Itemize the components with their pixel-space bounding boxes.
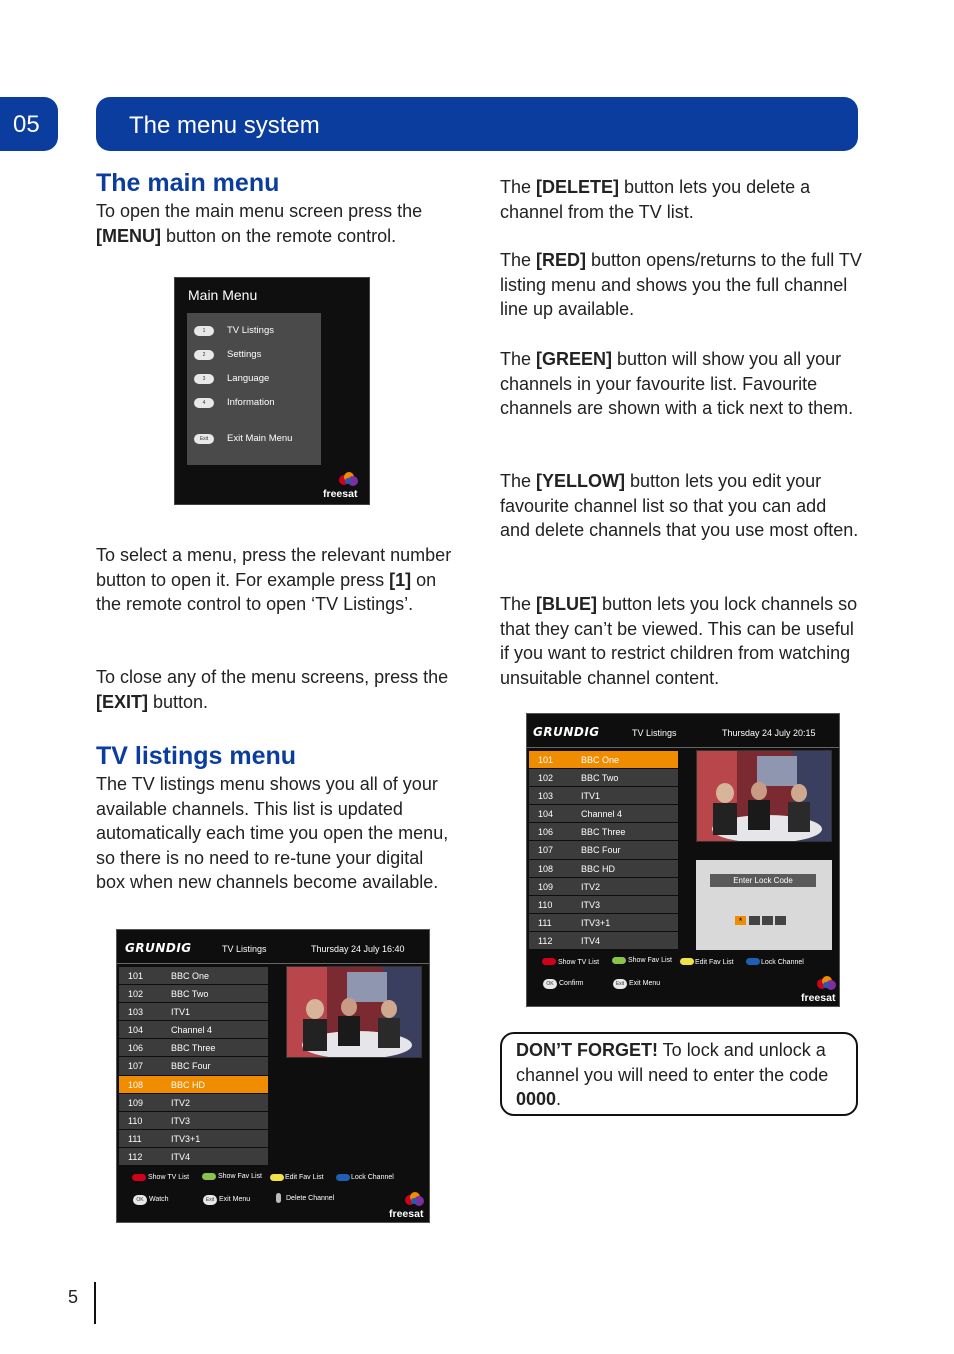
green-button-text: The [GREEN] button will show you all your channels in your favourite list. Favourite channels are shown with a tick next to them.	[500, 349, 854, 419]
exit-key-icon: Exit	[613, 979, 627, 989]
channel-name: ITV4	[171, 1151, 191, 1162]
channel-list	[119, 967, 268, 1166]
legend-red: Show TV List	[148, 1174, 190, 1181]
page-number: 5	[68, 1287, 79, 1307]
delete-key-icon	[276, 1193, 281, 1203]
channel-name: BBC Four	[581, 845, 621, 856]
red-button-icon	[542, 958, 556, 965]
legend-yellow: Edit Fav List	[285, 1174, 324, 1181]
tv-listings-screen-1	[116, 929, 430, 1223]
green-button-icon	[202, 1173, 216, 1180]
main-menu-panel	[187, 313, 321, 465]
yellow-button-text: The [YELLOW] button lets you edit your favourite channel list so that you can add and delete channels that you use most often.	[500, 471, 859, 541]
channel-row[interactable]	[529, 805, 678, 823]
tv-listings-screen-2	[526, 713, 840, 1007]
exit-key-icon: Exit	[203, 1195, 217, 1205]
blue-button-icon	[336, 1174, 350, 1181]
main-menu-screen	[174, 277, 370, 505]
channel-number: 101	[128, 971, 144, 981]
channel-name: ITV2	[171, 1097, 191, 1108]
channel-number: 106	[128, 1043, 144, 1054]
tv-screen-title: TV Listings	[222, 944, 267, 954]
menu-item-exit[interactable]: Exit Exit Main Menu	[187, 431, 321, 447]
blue-button-icon	[746, 958, 760, 965]
menu-item-tv-listings[interactable]: 1 TV Listings	[187, 323, 321, 339]
channel-list	[529, 751, 678, 950]
tv-listings-body: The TV listings menu shows you all of your available channels. This list is updated automatically each time you open the menu, so there is no need to re-tune your digital box when new channels become available.	[96, 774, 449, 893]
channel-row[interactable]	[119, 1148, 268, 1166]
menu-item-language[interactable]: 3 Language	[187, 371, 321, 387]
legend-ok: Watch	[149, 1196, 169, 1203]
video-preview	[286, 966, 422, 1058]
channel-number: 112	[128, 1151, 143, 1162]
channel-name: ITV4	[581, 935, 601, 946]
channel-row[interactable]	[529, 878, 678, 896]
channel-number: 108	[538, 863, 554, 874]
channel-row[interactable]	[119, 1039, 268, 1057]
channel-name: ITV3	[581, 899, 601, 910]
menu-item-settings[interactable]: 2 Settings	[187, 347, 321, 363]
chapter-tab	[0, 97, 58, 151]
channel-row[interactable]	[119, 1094, 268, 1112]
channel-number: 101	[538, 755, 554, 765]
channel-name: BBC HD	[581, 863, 616, 874]
yellow-button-icon	[680, 958, 694, 965]
delete-button-text: The [DELETE] button lets you delete a channel from the TV list.	[500, 177, 811, 222]
channel-number: 102	[538, 773, 554, 784]
legend-yellow: Edit Fav List	[695, 959, 734, 966]
channel-row[interactable]	[119, 985, 268, 1003]
channel-number: 111	[538, 917, 552, 928]
channel-number: 104	[538, 809, 554, 820]
legend-delete: Delete Channel	[286, 1195, 335, 1202]
freesat-logo: freesat	[389, 1192, 429, 1220]
channel-row[interactable]	[119, 1021, 268, 1039]
channel-row[interactable]	[119, 1076, 268, 1094]
tv-screen-datetime: Thursday 24 July 20:15	[722, 728, 816, 738]
channel-name: BBC Three	[171, 1043, 216, 1054]
video-preview	[696, 750, 832, 842]
close-instructions: To close any of the menu screens, press the [EXIT] button.	[96, 667, 449, 712]
lock-code-label: Enter Lock Code	[710, 874, 816, 887]
channel-row[interactable]	[529, 841, 678, 859]
channel-name: BBC Four	[171, 1061, 211, 1072]
legend-ok: Confirm	[559, 980, 584, 987]
tv-screen-header	[117, 930, 429, 964]
green-button-icon	[612, 957, 626, 964]
channel-number: 111	[128, 1133, 142, 1144]
ok-key-icon: OK	[133, 1195, 147, 1205]
lock-code-panel	[696, 860, 832, 950]
channel-name: BBC One	[581, 755, 620, 765]
channel-number: 108	[128, 1079, 144, 1090]
select-instructions: To select a menu, press the relevant number button to open it. For example press [1] on the remote control to open ‘TV Listings’.	[96, 545, 452, 615]
tv-screen-datetime: Thursday 24 July 16:40	[311, 944, 405, 954]
red-button-text: The [RED] button opens/returns to the full TV listing menu and shows you the full channel line up available.	[500, 250, 862, 320]
ok-key-icon: OK	[543, 979, 557, 989]
main-menu-screen-title: Main Menu	[188, 287, 258, 303]
dont-forget-callout	[500, 1032, 858, 1116]
tv-screen-header	[527, 714, 839, 748]
tv-screen-title: TV Listings	[632, 728, 677, 738]
channel-row[interactable]	[529, 823, 678, 841]
channel-name: BBC Three	[581, 827, 626, 838]
main-menu-heading: The main menu	[96, 169, 280, 197]
yellow-button-icon	[270, 1174, 284, 1181]
channel-name: ITV1	[171, 1007, 191, 1018]
channel-number: 109	[128, 1097, 144, 1108]
channel-number: 104	[128, 1025, 144, 1036]
channel-name: Channel 4	[581, 809, 623, 820]
chapter-title: The menu system	[129, 112, 320, 139]
channel-row[interactable]	[529, 914, 678, 932]
channel-number: 107	[538, 845, 554, 856]
chapter-number: 05	[13, 111, 40, 138]
channel-number: 107	[128, 1061, 144, 1072]
channel-row[interactable]	[529, 860, 678, 878]
channel-number: 102	[128, 989, 144, 1000]
channel-row[interactable]	[529, 751, 678, 769]
lock-code-digit-2[interactable]	[749, 916, 760, 925]
lock-code-digit-1[interactable]: *	[735, 916, 746, 925]
channel-name: ITV1	[581, 791, 601, 802]
channel-name: BBC Two	[581, 773, 619, 784]
channel-name: Channel 4	[171, 1025, 213, 1036]
channel-name: BBC Two	[171, 989, 209, 1000]
channel-row[interactable]	[119, 967, 268, 985]
channel-number: 112	[538, 935, 553, 946]
channel-name: BBC HD	[171, 1079, 206, 1090]
freesat-logo: freesat	[323, 472, 363, 500]
channel-name: BBC One	[171, 971, 210, 981]
blue-button-text: The [BLUE] button lets you lock channels so that they can’t be viewed. This can be useful if you want to restrict children from watching unsuitable channel content.	[500, 594, 858, 688]
tv-listings-heading: TV listings menu	[96, 742, 297, 770]
red-button-icon	[132, 1174, 146, 1181]
legend-exit: Exit Menu	[219, 1196, 251, 1203]
legend-green: Show Fav List	[218, 1173, 262, 1180]
legend-blue: Lock Channel	[761, 959, 804, 966]
menu-item-information[interactable]: 4 Information	[187, 395, 321, 411]
channel-row[interactable]	[119, 1057, 268, 1075]
channel-number: 110	[128, 1115, 143, 1126]
channel-row[interactable]	[119, 1003, 268, 1021]
channel-row[interactable]	[529, 896, 678, 914]
channel-row[interactable]	[119, 1130, 268, 1148]
freesat-swirl-icon	[403, 1192, 425, 1206]
lock-code-digit-4[interactable]	[775, 916, 786, 925]
channel-row[interactable]	[529, 932, 678, 950]
channel-name: ITV3	[171, 1115, 191, 1126]
channel-row[interactable]	[529, 787, 678, 805]
legend-exit: Exit Menu	[629, 980, 661, 987]
freesat-logo: freesat	[801, 976, 841, 1004]
legend-blue: Lock Channel	[351, 1174, 394, 1181]
freesat-swirl-icon	[815, 976, 837, 990]
main-menu-intro: To open the main menu screen press the [MENU] button on the remote control.	[96, 201, 423, 246]
channel-name: ITV2	[581, 881, 601, 892]
channel-number: 109	[538, 881, 554, 892]
legend-green: Show Fav List	[628, 957, 672, 964]
grundig-logo: GRUNDIG	[533, 725, 600, 739]
legend-red: Show TV List	[558, 959, 600, 966]
grundig-logo: GRUNDIG	[125, 941, 192, 955]
channel-name: ITV3+1	[171, 1133, 201, 1144]
channel-number: 110	[538, 899, 553, 910]
channel-number: 106	[538, 827, 554, 838]
lock-code-digit-3[interactable]	[762, 916, 773, 925]
channel-name: ITV3+1	[581, 917, 611, 928]
channel-number: 103	[128, 1007, 144, 1018]
channel-number: 103	[538, 791, 554, 802]
chapter-title-bar	[96, 97, 858, 151]
channel-row[interactable]	[529, 769, 678, 787]
freesat-swirl-icon	[337, 472, 359, 486]
channel-row[interactable]	[119, 1112, 268, 1130]
callout-text: DON’T FORGET! To lock and unlock a channel you will need to enter the code 0000.	[516, 1040, 829, 1110]
page-rule	[94, 1282, 96, 1324]
